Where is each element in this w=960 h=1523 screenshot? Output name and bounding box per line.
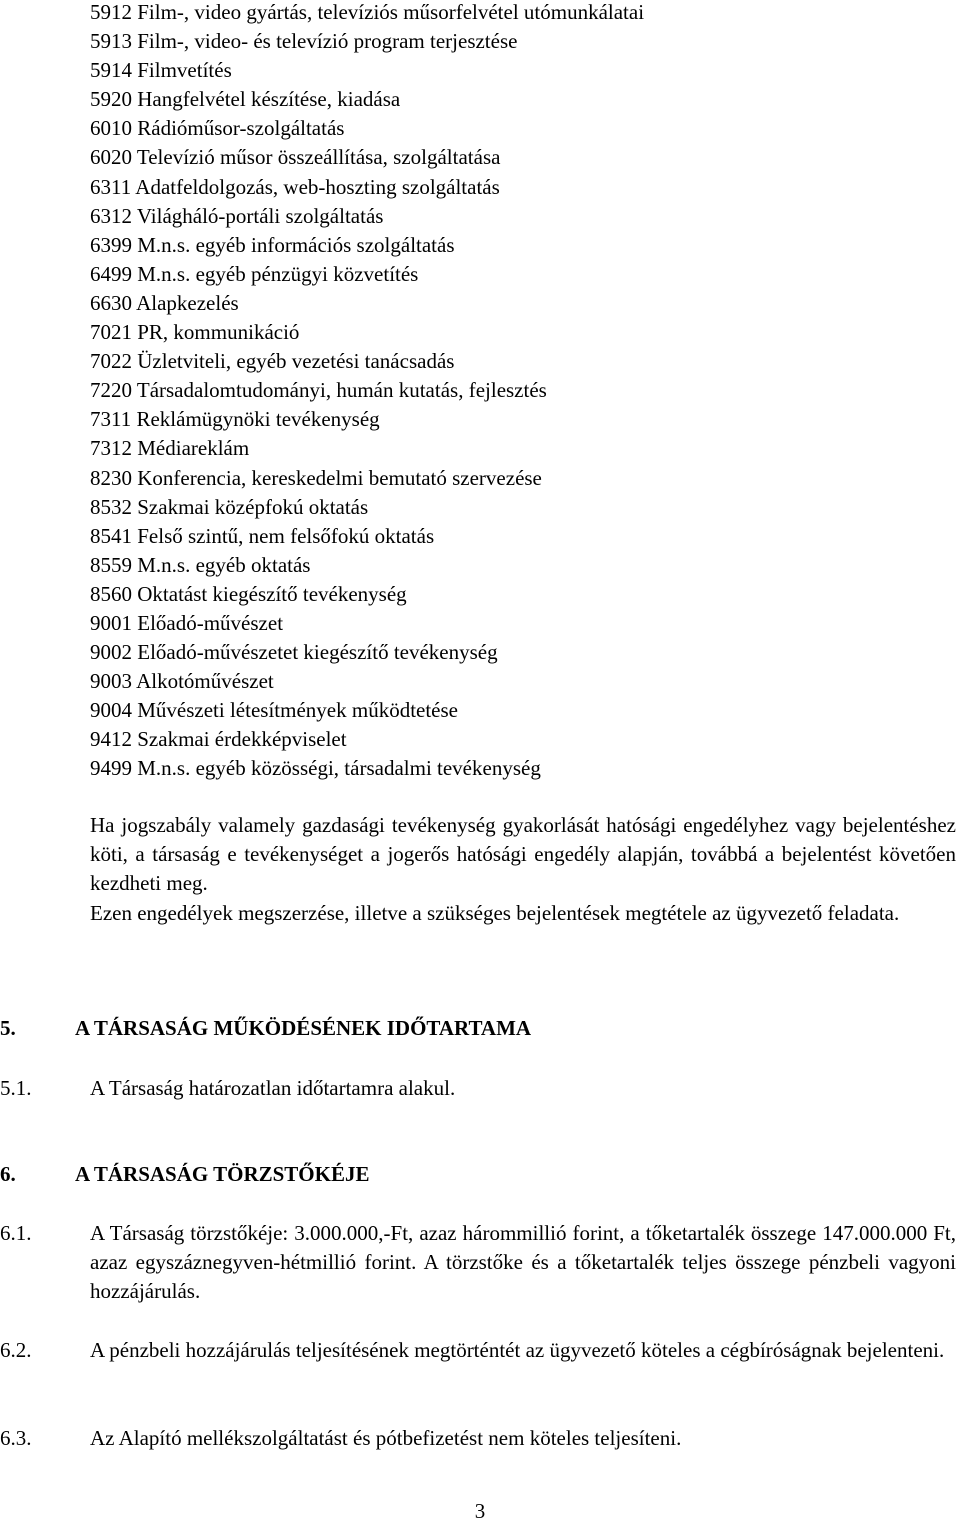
activity-item: 8560 Oktatást kiegészítő tevékenység: [90, 581, 407, 606]
activity-item: 5914 Filmvetítés: [90, 58, 232, 83]
page-number: 3: [474, 1499, 486, 1523]
activity-item: 6499 M.n.s. egyéb pénzügyi közvetítés: [90, 261, 419, 286]
activity-item: 9499 M.n.s. egyéb közösségi, társadalmi tevékenység: [90, 756, 541, 781]
activity-item: 5912 Film-, video gyártás, televíziós műsorfelvétel utómunkálatai: [90, 0, 645, 24]
activity-item: 8532 Szakmai középfokú oktatás: [90, 494, 369, 519]
activity-item: 7220 Társadalomtudományi, humán kutatás, fejlesztés: [90, 378, 547, 403]
activity-item: 7021 PR, kommunikáció: [90, 320, 300, 345]
license-paragraph-text-2: Ezen engedélyek megszerzése, illetve a szükséges bejelentések megtétele az ügyvezető feladata.: [90, 900, 900, 925]
section-number: 6.: [0, 1162, 16, 1186]
license-paragraph-text-1: Ha jogszabály valamely gazdasági tevékenység gyakorlását hatósági engedélyhez vagy bejelentéshez köti, a társaság e tevékenységet a jogerős hatósági engedély alapján, továbbá a bejelentést követően kezdheti meg.: [90, 813, 956, 896]
clause-number: 6.2.: [0, 1338, 32, 1362]
activity-item: 5920 Hangfelvétel készítése, kiadása: [90, 87, 401, 112]
activity-item: 5913 Film-, video- és televízió program terjesztése: [90, 29, 518, 54]
clause-number: 6.3.: [0, 1426, 32, 1450]
clause-number: 5.1.: [0, 1076, 32, 1100]
clause-text: A pénzbeli hozzájárulás teljesítésének megtörténtét az ügyvezető köteles a cégbíróságnak bejelenteni.: [90, 1338, 945, 1362]
activity-item: 6020 Televízió műsor összeállítása, szolgáltatása: [90, 145, 501, 170]
clause-text: Az Alapító mellékszolgáltatást és pótbefizetést nem köteles teljesíteni.: [90, 1426, 682, 1450]
activity-item: 7311 Reklámügynöki tevékenység: [90, 407, 380, 432]
activity-item: 6312 Világháló-portáli szolgáltatás: [90, 203, 384, 228]
activity-item: 6311 Adatfeldolgozás, web-hoszting szolgáltatás: [90, 174, 500, 199]
clause-text: A Társaság törzstőkéje: 3.000.000,-Ft, azaz hárommillió forint, a tőketartalék összege 147.000.000 Ft, azaz egyszáznegyven-hétmillió forint. A törzstőke és a tőketartalék teljes összege pénzbeli vagyoni hozzájárulás.: [90, 1221, 956, 1304]
clause-text: A Társaság határozatlan időtartamra alakul.: [90, 1076, 456, 1100]
activity-item: 8541 Felső szintű, nem felsőfokú oktatás: [90, 523, 435, 548]
activity-item: 9003 Alkotóművészet: [90, 669, 274, 694]
activity-item: 9002 Előadó-művészetet kiegészítő tevékenység: [90, 640, 498, 665]
section-number: 5.: [0, 1016, 16, 1040]
activity-item: 9412 Szakmai érdekképviselet: [90, 727, 347, 752]
activity-item: 8230 Konferencia, kereskedelmi bemutató szervezése: [90, 465, 542, 490]
activity-item: 8559 M.n.s. egyéb oktatás: [90, 552, 311, 577]
activity-list: [90, 0, 930, 784]
activity-item: 7022 Üzletviteli, egyéb vezetési tanácsadás: [90, 349, 455, 374]
activity-item: 6630 Alapkezelés: [90, 290, 239, 315]
section-title: A TÁRSASÁG TÖRZSTŐKÉJE: [75, 1162, 370, 1186]
activity-item: 9004 Művészeti létesítmények működtetése: [90, 698, 458, 723]
license-paragraph: [90, 811, 956, 928]
activity-item: 7312 Médiareklám: [90, 436, 250, 461]
activity-item: 6399 M.n.s. egyéb információs szolgáltatás: [90, 232, 455, 257]
clause-number: 6.1.: [0, 1221, 32, 1245]
section-title: A TÁRSASÁG MŰKÖDÉSÉNEK IDŐTARTAMA: [75, 1016, 532, 1040]
activity-item: 6010 Rádióműsor-szolgáltatás: [90, 116, 345, 141]
activity-item: 9001 Előadó-művészet: [90, 610, 284, 635]
